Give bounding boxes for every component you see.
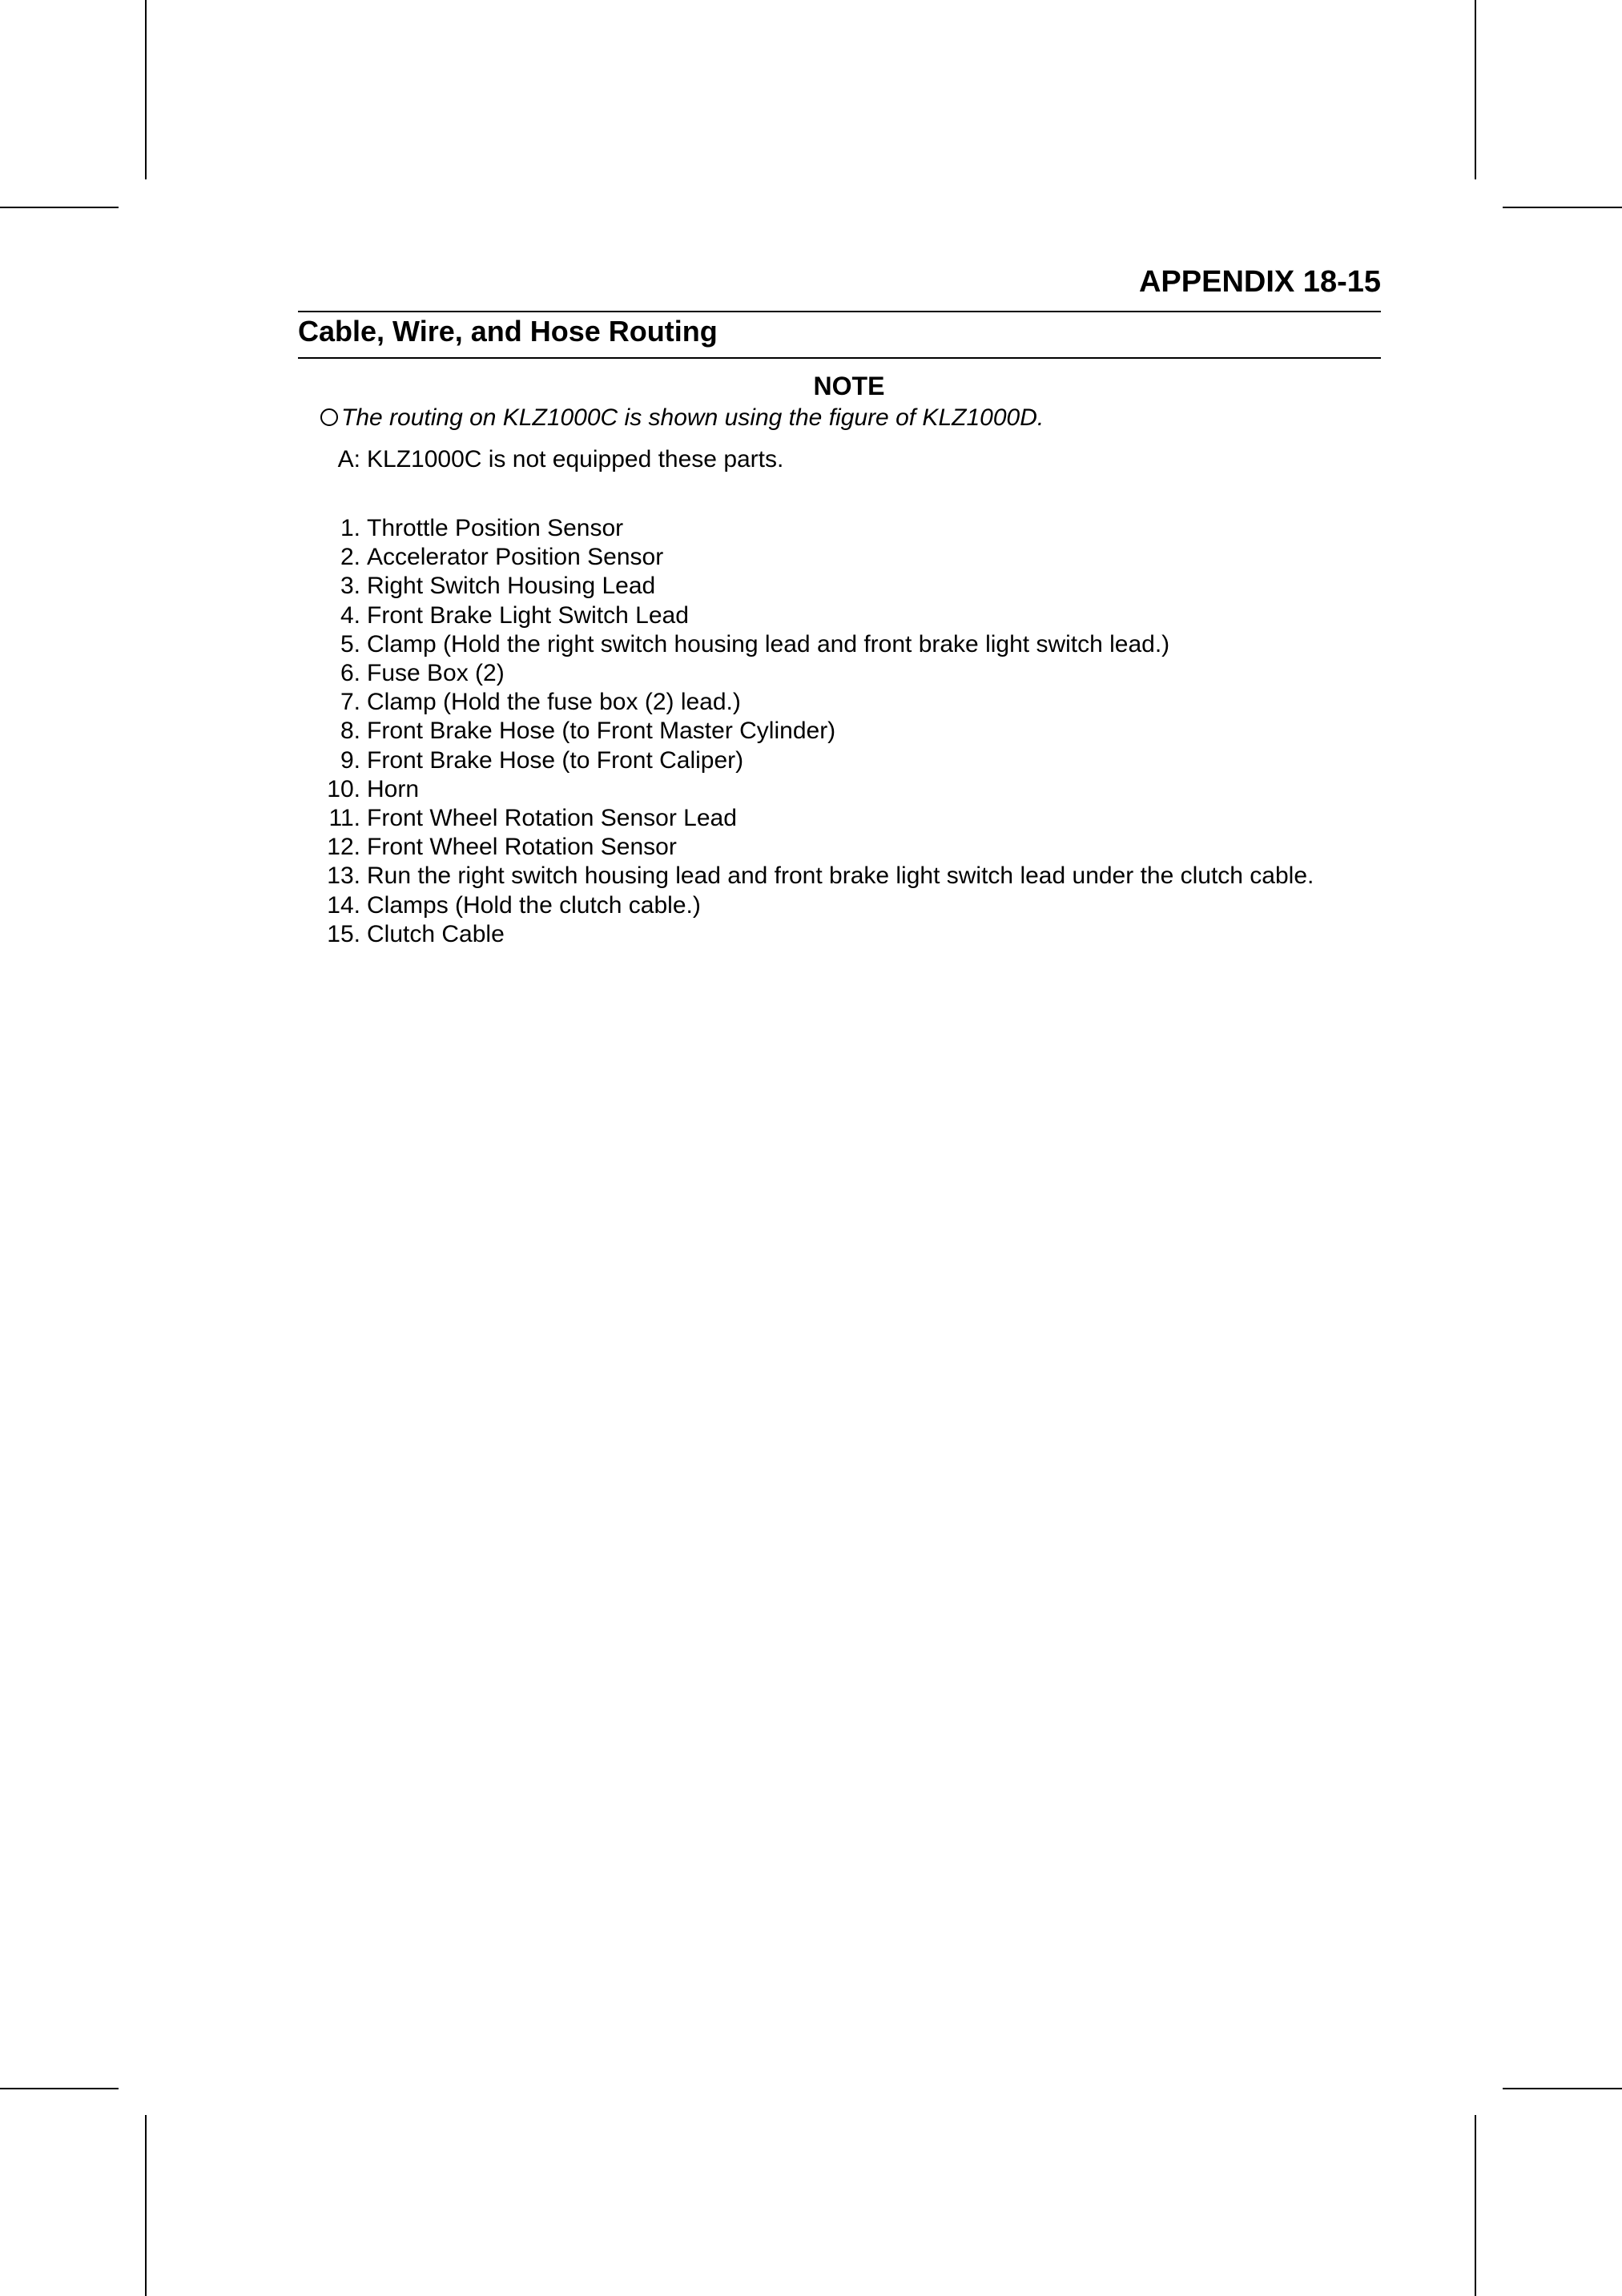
item-text: Horn [367, 775, 420, 802]
crop-mark-bottom-left-vertical [145, 2115, 147, 2296]
list-item [298, 601, 1314, 630]
parts-list [298, 514, 1314, 949]
item-text: Accelerator Position Sensor [367, 544, 664, 571]
list-item [298, 717, 1314, 746]
legend-item-a [298, 444, 783, 476]
item-text: Front Brake Light Switch Lead [367, 601, 689, 629]
list-item [298, 862, 1314, 891]
item-number: 8. [340, 718, 360, 745]
item-number: 1. [340, 515, 360, 541]
item-text: Clamps (Hold the clutch cable.) [367, 891, 701, 919]
item-text: Clutch Cable [367, 920, 505, 947]
list-item [298, 514, 1314, 543]
item-text: Clamp (Hold the right switch housing lead and front brake light switch lead.) [367, 630, 1170, 657]
list-item [298, 630, 1314, 659]
note-line [320, 402, 1044, 434]
list-item [298, 891, 1314, 920]
item-number: 11. [328, 805, 360, 832]
crop-mark-top-left-horizontal [0, 207, 119, 208]
crop-mark-bottom-left-horizontal [0, 2088, 119, 2089]
list-item [298, 804, 1314, 833]
item-number: 7. [340, 689, 360, 716]
crop-mark-top-right-vertical [1475, 0, 1476, 179]
item-text: Fuse Box (2) [367, 660, 505, 687]
item-text: Front Wheel Rotation Sensor [367, 834, 677, 861]
item-number: 10. [327, 775, 360, 802]
list-item [298, 775, 1314, 804]
item-text: Front Brake Hose (to Front Caliper) [367, 746, 744, 774]
list-item [298, 659, 1314, 688]
item-number: 3. [340, 573, 360, 600]
item-number: 9. [340, 746, 360, 774]
list-item [298, 746, 1314, 775]
crop-mark-top-left-vertical [145, 0, 147, 179]
item-number: 13. [327, 863, 360, 890]
item-text: Right Switch Housing Lead [367, 573, 656, 600]
crop-mark-bottom-right-horizontal [1503, 2088, 1622, 2089]
page-header-label: APPENDIX 18-15 [1138, 265, 1381, 299]
item-text: Front Wheel Rotation Sensor Lead [367, 805, 737, 832]
item-text: Throttle Position Sensor [367, 515, 624, 541]
item-number: 4. [340, 601, 360, 629]
item-text: Run the right switch housing lead and front brake light switch lead under the clutch cable. [367, 863, 1314, 890]
item-number: 2. [340, 544, 360, 571]
item-text: Clamp (Hold the fuse box (2) lead.) [367, 689, 741, 716]
item-number: 12. [327, 834, 360, 861]
list-item [298, 920, 1314, 949]
section-rule [298, 357, 1381, 359]
list-item [298, 543, 1314, 572]
item-number: 6. [340, 660, 360, 687]
item-number: 5. [340, 630, 360, 657]
legend-text: KLZ1000C is not equipped these parts. [367, 446, 784, 472]
crop-mark-bottom-right-vertical [1475, 2115, 1476, 2296]
list-item [298, 833, 1314, 862]
note-text: The routing on KLZ1000C is shown using the figure of KLZ1000D. [341, 404, 1044, 431]
note-title: NOTE [813, 372, 885, 400]
legend-key: A: [337, 446, 360, 472]
header-rule [298, 311, 1381, 312]
crop-mark-top-right-horizontal [1503, 207, 1622, 208]
list-item [298, 688, 1314, 717]
circle-bullet-icon [320, 408, 338, 426]
list-item [298, 572, 1314, 601]
item-number: 14. [327, 891, 360, 919]
item-text: Front Brake Hose (to Front Master Cylinder) [367, 718, 836, 745]
section-title: Cable, Wire, and Hose Routing [298, 315, 718, 348]
item-number: 15. [327, 920, 360, 947]
